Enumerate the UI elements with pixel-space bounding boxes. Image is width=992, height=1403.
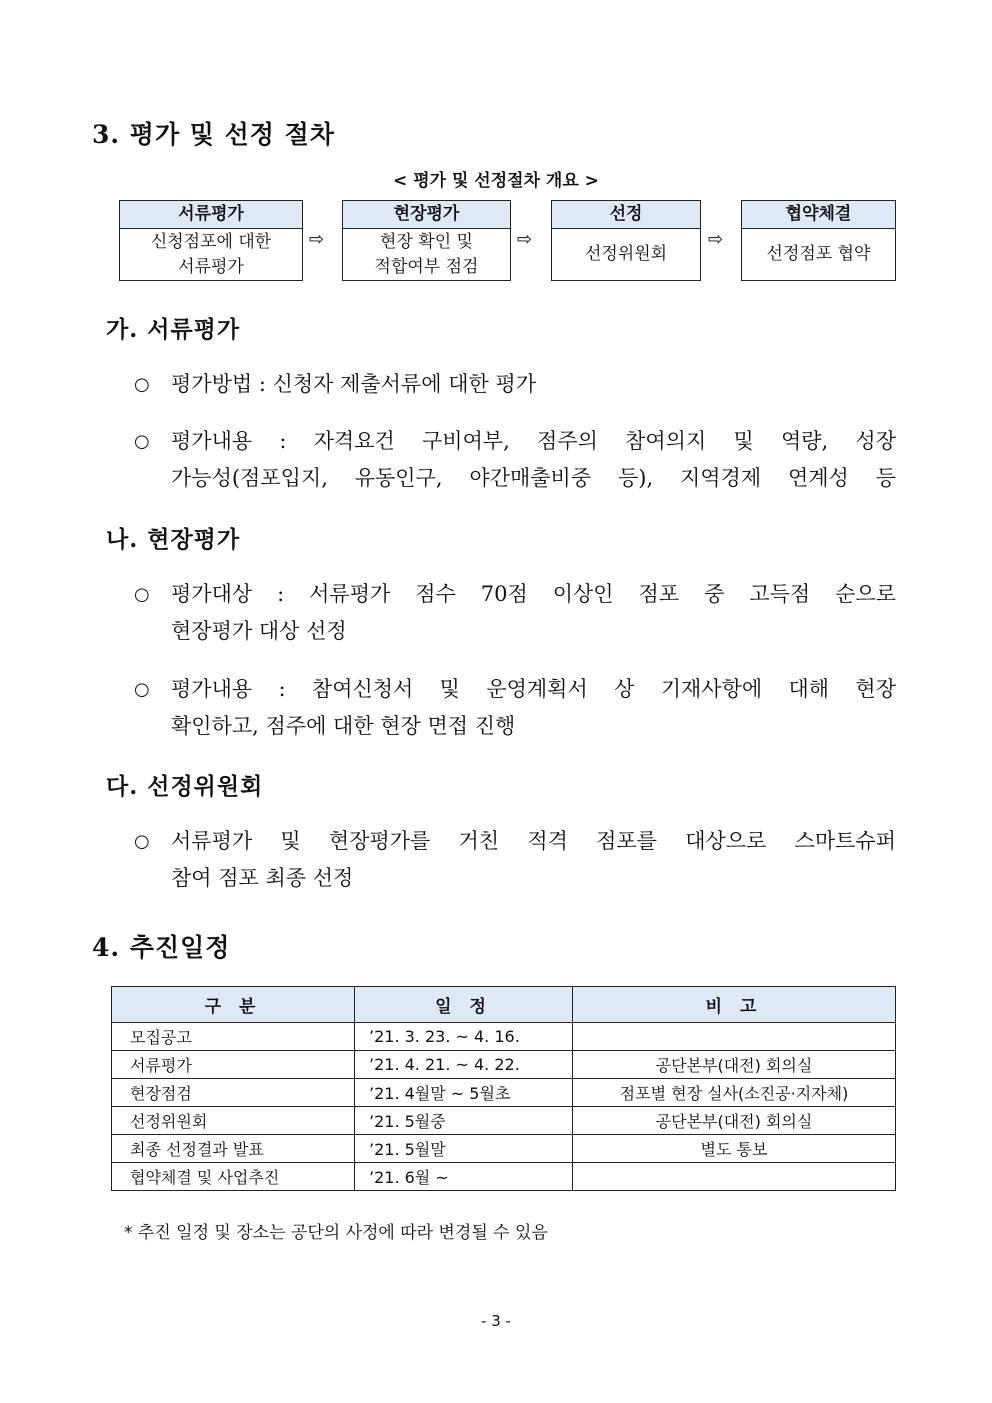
process-step-agreement — [741, 200, 896, 281]
bullet-da-selection — [134, 823, 896, 897]
table-cell-date: ’21. 5월말 — [355, 1135, 573, 1163]
process-step-line: 적합여부 점검 — [374, 256, 479, 277]
process-step-body — [120, 229, 302, 280]
table-cell-note — [573, 1023, 896, 1051]
bullet-ga-method — [134, 366, 896, 403]
schedule-footnote: * 추진 일정 및 장소는 공단의 사정에 따라 변경될 수 있음 — [124, 1223, 548, 1243]
subsection-ga-title: 가. 서류평가 — [106, 316, 241, 343]
column-header: 구 분 — [112, 987, 355, 1023]
table-row — [112, 1107, 896, 1135]
page-number: - 3 - — [481, 1312, 511, 1330]
table-cell-category: 서류평가 — [112, 1051, 355, 1079]
table-row — [112, 1079, 896, 1107]
table-cell-date: ’21. 6월 ~ — [355, 1163, 573, 1191]
table-cell-category: 최종 선정결과 발표 — [112, 1135, 355, 1163]
column-header: 일 정 — [355, 987, 573, 1023]
process-step-line: 서류평가 — [178, 256, 244, 277]
process-step-line: 현장 확인 및 — [380, 231, 473, 252]
schedule-table — [111, 986, 896, 1191]
process-step-line: 신청점포에 대한 — [150, 231, 272, 252]
process-step-line: 선정점포 협약 — [766, 244, 871, 264]
table-cell-note: 공단본부(대전) 회의실 — [573, 1107, 896, 1135]
table-row — [112, 1051, 896, 1079]
process-step-head: 협약체결 — [742, 201, 895, 229]
process-step-field-review — [342, 200, 511, 281]
table-header-row — [112, 987, 896, 1023]
table-row — [112, 1135, 896, 1163]
bullet-text-line: 평가내용 : 자격요건 구비여부, 점주의 참여의지 및 역량, 성장 — [171, 429, 896, 453]
bullet-mark: ○ — [134, 374, 150, 395]
table-cell-note: 점포별 현장 실사(소진공·지자체) — [573, 1079, 896, 1107]
process-step-head: 현장평가 — [343, 201, 510, 229]
bullet-text-line: 서류평가 및 현장평가를 거친 적격 점포를 대상으로 스마트슈퍼 — [171, 829, 896, 853]
subsection-na-title: 나. 현장평가 — [106, 526, 241, 553]
process-step-document-review — [119, 200, 303, 281]
table-cell-note: 별도 통보 — [573, 1135, 896, 1163]
table-cell-note — [573, 1163, 896, 1191]
bullet-text: 평가방법 : 신청자 제출서류에 대한 평가 — [171, 372, 537, 396]
bullet-ga-content — [134, 423, 896, 497]
table-cell-date: ’21. 4월말 ~ 5월초 — [355, 1079, 573, 1107]
right-arrow-icon: ⇨ — [517, 229, 533, 250]
bullet-text-line: 확인하고, 점주에 대한 현장 면접 진행 — [171, 714, 516, 738]
process-caption: < 평가 및 선정절차 개요 > — [393, 171, 599, 191]
bullet-text-line: 평가대상 : 서류평가 점수 70점 이상인 점포 중 고득점 순으로 — [171, 582, 896, 606]
process-step-line: 선정위원회 — [584, 244, 668, 264]
table-cell-note: 공단본부(대전) 회의실 — [573, 1051, 896, 1079]
process-step-body — [742, 229, 895, 280]
bullet-text-line: 가능성(점포입지, 유동인구, 야간매출비중 등), 지역경제 연계성 등 — [171, 466, 896, 490]
right-arrow-icon: ⇨ — [309, 229, 325, 250]
bullet-mark: ○ — [134, 584, 150, 605]
right-arrow-icon: ⇨ — [708, 229, 724, 250]
table-cell-date: ’21. 3. 23. ~ 4. 16. — [355, 1023, 573, 1051]
bullet-text-line: 평가내용 : 참여신청서 및 운영계획서 상 기재사항에 대해 현장 — [171, 677, 896, 701]
bullet-mark: ○ — [134, 431, 150, 452]
table-cell-category: 선정위원회 — [112, 1107, 355, 1135]
bullet-mark: ○ — [134, 679, 150, 700]
process-step-head: 서류평가 — [120, 201, 302, 229]
bullet-mark: ○ — [134, 831, 150, 852]
table-row — [112, 1163, 896, 1191]
process-step-body — [343, 229, 510, 280]
section-3-title: 3. 평가 및 선정 절차 — [92, 120, 335, 149]
process-step-body — [552, 229, 700, 280]
column-header: 비 고 — [573, 987, 896, 1023]
subsection-da-title: 다. 선정위원회 — [106, 773, 264, 800]
process-step-head: 선정 — [552, 201, 700, 229]
table-cell-date: ’21. 5월중 — [355, 1107, 573, 1135]
table-cell-date: ’21. 4. 21. ~ 4. 22. — [355, 1051, 573, 1079]
bullet-na-target — [134, 576, 896, 650]
process-step-selection — [551, 200, 701, 281]
bullet-na-content — [134, 671, 896, 745]
table-row — [112, 1023, 896, 1051]
bullet-text-line: 현장평가 대상 선정 — [171, 619, 347, 643]
section-4-title: 4. 추진일정 — [92, 933, 231, 962]
table-cell-category: 협약체결 및 사업추진 — [112, 1163, 355, 1191]
table-cell-category: 모집공고 — [112, 1023, 355, 1051]
table-cell-category: 현장점검 — [112, 1079, 355, 1107]
bullet-text-line: 참여 점포 최종 선정 — [171, 866, 354, 890]
